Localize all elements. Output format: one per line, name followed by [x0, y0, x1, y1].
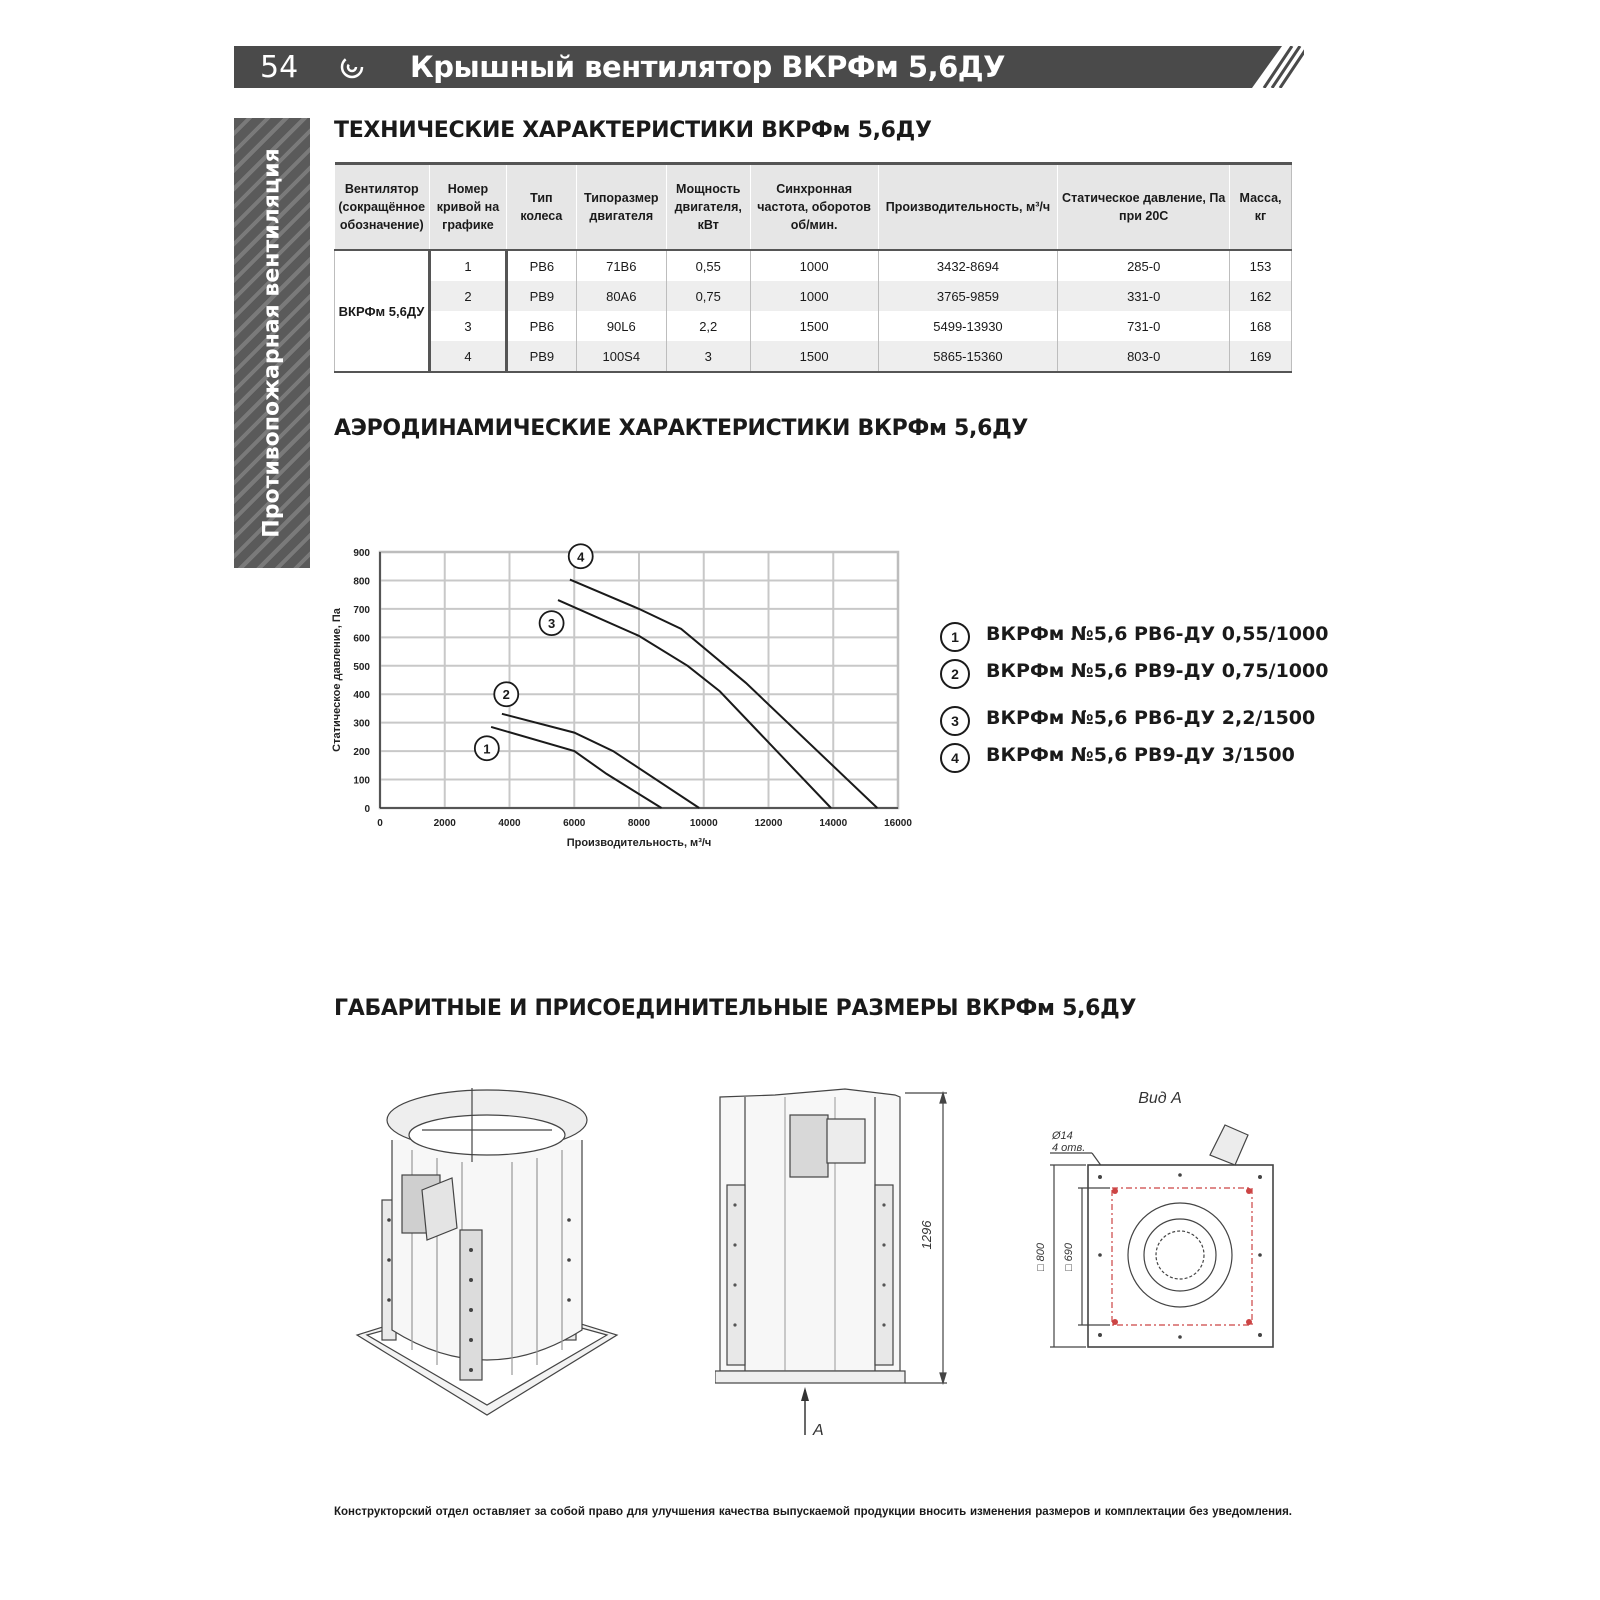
y-axis-label: Статическое давление, Па — [331, 608, 343, 752]
table-cell: 1 — [429, 250, 506, 281]
y-tick-label: 200 — [353, 747, 370, 759]
col-header: Статическое давление, Па при 20С — [1058, 164, 1230, 251]
series-line-1 — [491, 727, 661, 808]
x-axis-label: Производительность, м³/ч — [566, 837, 712, 849]
page-number: 54 — [260, 50, 299, 85]
outer-size-label: □ 800 — [1035, 1242, 1047, 1272]
col-header: Синхронная частота, оборотов об/мин. — [750, 164, 878, 251]
table-cell: 162 — [1230, 281, 1292, 311]
series-line-2 — [502, 714, 699, 808]
x-tick-label: 16000 — [884, 818, 912, 829]
table-cell: 0,75 — [666, 281, 750, 311]
series-line-3 — [558, 600, 831, 808]
table-cell: 5499-13930 — [878, 311, 1058, 341]
curve-label-number: 4 — [577, 549, 585, 565]
col-header: Номер кривой на графике — [429, 164, 506, 251]
aero-heading: АЭРОДИНАМИЧЕСКИЕ ХАРАКТЕРИСТИКИ ВКРФм 5,6ДУ — [334, 416, 1029, 441]
table-cell: 1500 — [750, 311, 878, 341]
view-arrow-label: А — [813, 1422, 824, 1439]
y-tick-label: 700 — [353, 604, 370, 616]
x-tick-label: 2000 — [433, 818, 456, 829]
side-section-tab — [234, 118, 310, 568]
x-tick-label: 12000 — [754, 818, 783, 829]
view-a-label: Вид А — [1138, 1090, 1182, 1107]
footer-note: Конструкторский отдел оставляет за собой право для улучшения качества выпускаемой продукции вносить изменения размеров и комплектации без уведомления. — [334, 1506, 1292, 1518]
table-row — [335, 341, 1292, 372]
legend-marker: 1 — [940, 622, 970, 652]
y-tick-label: 300 — [353, 718, 370, 730]
table-cell: 285-0 — [1058, 250, 1230, 281]
table-cell: 2,2 — [666, 311, 750, 341]
legend-marker: 3 — [940, 706, 970, 736]
table-header-row — [335, 164, 1292, 251]
legend-text: ВКРФм №5,6 РВ9-ДУ 0,75/1000 — [986, 660, 1329, 682]
table-cell: 90L6 — [576, 311, 666, 341]
col-header: Мощность двигателя, кВт — [666, 164, 750, 251]
table-row — [335, 281, 1292, 311]
table-cell: 0,55 — [666, 250, 750, 281]
page-title: Крышный вентилятор ВКРФм 5,6ДУ — [410, 50, 1005, 84]
x-tick-label: 6000 — [563, 818, 586, 829]
col-header: Производительность, м³/ч — [878, 164, 1058, 251]
legend-marker: 2 — [940, 659, 970, 689]
table-cell: РВ6 — [506, 250, 576, 281]
height-dimension: 1296 — [919, 1220, 934, 1250]
table-cell: 5865-15360 — [878, 341, 1058, 372]
y-tick-label: 500 — [353, 661, 370, 673]
table-cell: 3 — [666, 341, 750, 372]
col-header: Вентилятор (сокращённое обозначение) — [335, 164, 430, 251]
col-header: Масса, кг — [1230, 164, 1292, 251]
y-tick-label: 400 — [353, 690, 370, 702]
aero-chart — [330, 540, 930, 870]
table-cell: 2 — [429, 281, 506, 311]
curve-label-number: 1 — [483, 741, 491, 757]
table-cell: 4 — [429, 341, 506, 372]
curve-label-number: 3 — [547, 616, 556, 632]
dims-heading: ГАБАРИТНЫЕ И ПРИСОЕДИНИТЕЛЬНЫЕ РАЗМЕРЫ ВКРФм 5,6ДУ — [334, 996, 1137, 1021]
col-header: Тип колеса — [506, 164, 576, 251]
legend-text: ВКРФм №5,6 РВ9-ДУ 3/1500 — [986, 744, 1295, 766]
hole-count-label: 4 отв. — [1052, 1142, 1086, 1154]
inner-size-label: □ 690 — [1063, 1242, 1075, 1272]
table-cell: 3432-8694 — [878, 250, 1058, 281]
x-tick-label: 8000 — [627, 818, 651, 829]
fan-swirl-icon — [340, 55, 364, 79]
table-cell: 169 — [1230, 341, 1292, 372]
curve-label-number: 2 — [502, 687, 510, 703]
table-row — [335, 311, 1292, 341]
y-tick-label: 100 — [353, 775, 370, 787]
table-cell: 153 — [1230, 250, 1292, 281]
table-cell: 71В6 — [576, 250, 666, 281]
table-cell: 1500 — [750, 341, 878, 372]
x-tick-label: 10000 — [689, 818, 718, 829]
fan-top-view-drawing — [1030, 1085, 1290, 1375]
table-cell: 1000 — [750, 281, 878, 311]
y-tick-label: 0 — [364, 804, 370, 815]
hole-diameter-label: Ø14 — [1052, 1130, 1073, 1142]
table-cell: 1000 — [750, 250, 878, 281]
tech-heading: ТЕХНИЧЕСКИЕ ХАРАКТЕРИСТИКИ ВКРФм 5,6ДУ — [334, 118, 932, 143]
table-cell: РВ9 — [506, 281, 576, 311]
table-cell: 3 — [429, 311, 506, 341]
table-cell: 3765-9859 — [878, 281, 1058, 311]
legend-text: ВКРФм №5,6 РВ6-ДУ 0,55/1000 — [986, 623, 1329, 645]
side-section-label: Противопожарная вентиляция — [259, 148, 285, 538]
y-tick-label: 900 — [353, 548, 370, 559]
table-cell: 803-0 — [1058, 341, 1230, 372]
page-header — [234, 46, 1304, 88]
legend-text: ВКРФм №5,6 РВ6-ДУ 2,2/1500 — [986, 707, 1316, 729]
table-cell: 731-0 — [1058, 311, 1230, 341]
col-header: Типоразмер двигателя — [576, 164, 666, 251]
table-cell: 100S4 — [576, 341, 666, 372]
x-tick-label: 4000 — [498, 818, 521, 829]
table-row — [335, 250, 1292, 281]
table-cell: РВ6 — [506, 311, 576, 341]
x-tick-label: 0 — [377, 818, 383, 829]
header-stripes — [1244, 46, 1304, 88]
table-cell: 80А6 — [576, 281, 666, 311]
table-cell: 331-0 — [1058, 281, 1230, 311]
legend-marker: 4 — [940, 743, 970, 773]
table-cell: РВ9 — [506, 341, 576, 372]
fan-isometric-drawing — [352, 1080, 622, 1430]
y-tick-label: 800 — [353, 576, 370, 588]
fan-name-cell: ВКРФм 5,6ДУ — [335, 250, 430, 372]
spec-table — [334, 162, 1292, 373]
fan-front-view-drawing — [715, 1085, 955, 1450]
table-cell: 168 — [1230, 311, 1292, 341]
y-tick-label: 600 — [353, 633, 370, 645]
x-tick-label: 14000 — [819, 818, 848, 829]
